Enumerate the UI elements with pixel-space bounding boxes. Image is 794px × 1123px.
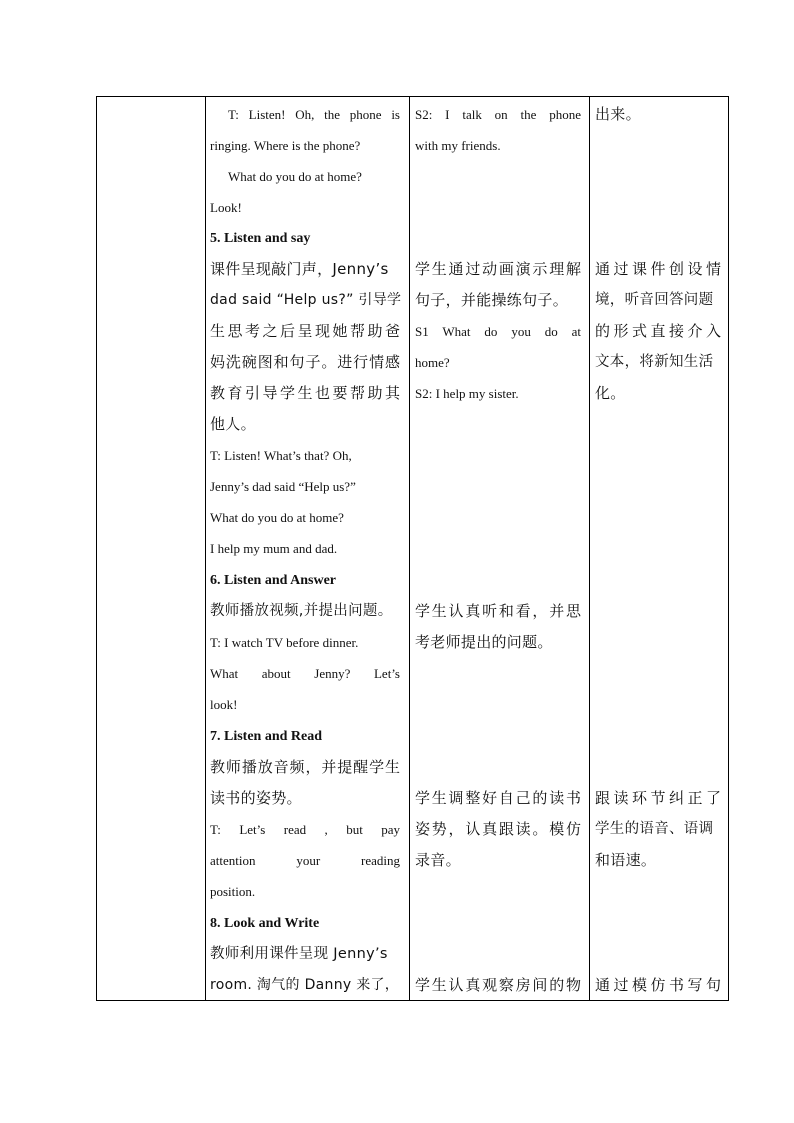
text-line: 通过课件创设情: [595, 260, 721, 278]
text-line: 的形式直接介入: [595, 322, 721, 340]
text-line: 教育引导学生也要帮助其: [210, 384, 400, 402]
text-line: 学生的语音、语调: [595, 821, 714, 837]
text-line: S2: I help my sister.: [415, 386, 519, 401]
text-line: T: Listen! Oh, the phone is: [228, 107, 400, 122]
lesson-plan-table: [96, 96, 729, 1001]
section-heading: 7. Listen and Read: [210, 729, 323, 744]
text-line: T: Let’s read , but pay: [210, 822, 400, 837]
column-divider: [589, 97, 590, 1000]
text-line: What do you do at home?: [228, 169, 362, 184]
text-line: S2: I talk on the phone: [415, 107, 581, 122]
section-heading: 6. Listen and Answer: [210, 573, 337, 588]
text-line: with my friends.: [415, 138, 501, 153]
text-line: ringing. Where is the phone?: [210, 138, 361, 153]
text-line: 教师利用课件呈现 Jenny’s: [210, 946, 388, 962]
text-line: 学生认真观察房间的物: [415, 976, 581, 994]
text-line: T: Listen! What’s that? Oh,: [210, 448, 352, 463]
text-line: Look!: [210, 200, 242, 215]
text-line: 妈洗碗图和句子。进行情感: [210, 353, 400, 371]
text-line: 学生通过动画演示理解: [415, 260, 581, 278]
column-divider: [409, 97, 410, 1000]
section-heading: 5. Listen and say: [210, 231, 311, 246]
text-line: home?: [415, 355, 450, 370]
text-line: 读书的姿势。: [210, 789, 302, 807]
text-line: attention your reading: [210, 853, 400, 868]
text-line: position.: [210, 884, 256, 899]
text-line: 教师播放视频,并提出问题。: [210, 603, 393, 619]
text-line: 文本，将新知生活: [595, 354, 714, 370]
text-line: 他人。: [210, 415, 256, 433]
text-line: T: I watch TV before dinner.: [210, 635, 359, 650]
text-line: 境，听音回答问题: [595, 292, 714, 308]
text-line: 句子，并能操练句子。: [415, 291, 569, 309]
text-line: 跟读环节纠正了: [595, 789, 721, 807]
text-line: 课件呈现敲门声，Jenny’s: [210, 260, 389, 278]
text-line: look!: [210, 697, 238, 712]
text-line: 考老师提出的问题。: [415, 633, 553, 651]
text-line: I help my mum and dad.: [210, 541, 338, 556]
text-line: 和语速。: [595, 851, 657, 869]
text-line: 学生调整好自己的读书: [415, 789, 581, 807]
text-line: 学生认真听和看，并思: [415, 602, 581, 620]
text-line: 姿势，认真跟读。模仿: [415, 820, 581, 838]
text-line: What about Jenny? Let’s: [210, 666, 400, 681]
text-line: What do you do at home?: [210, 510, 344, 525]
text-line: dad said “Help us?” 引导学: [210, 292, 402, 308]
text-line: 通过模仿书写句: [595, 976, 721, 994]
text-line: room. 淘气的 Danny 来了，: [210, 977, 400, 993]
text-line: 生思考之后呈现她帮助爸: [210, 322, 400, 340]
text-line: 化。: [595, 384, 626, 402]
text-line: Jenny’s dad said “Help us?”: [210, 479, 356, 494]
column-divider: [205, 97, 206, 1000]
text-line: S1 What do you do at: [415, 324, 581, 339]
text-line: 教师播放音频，并提醒学生: [210, 758, 400, 776]
section-heading: 8. Look and Write: [210, 916, 320, 931]
text-line: 录音。: [415, 851, 461, 869]
text-line: 出来。: [595, 105, 641, 123]
